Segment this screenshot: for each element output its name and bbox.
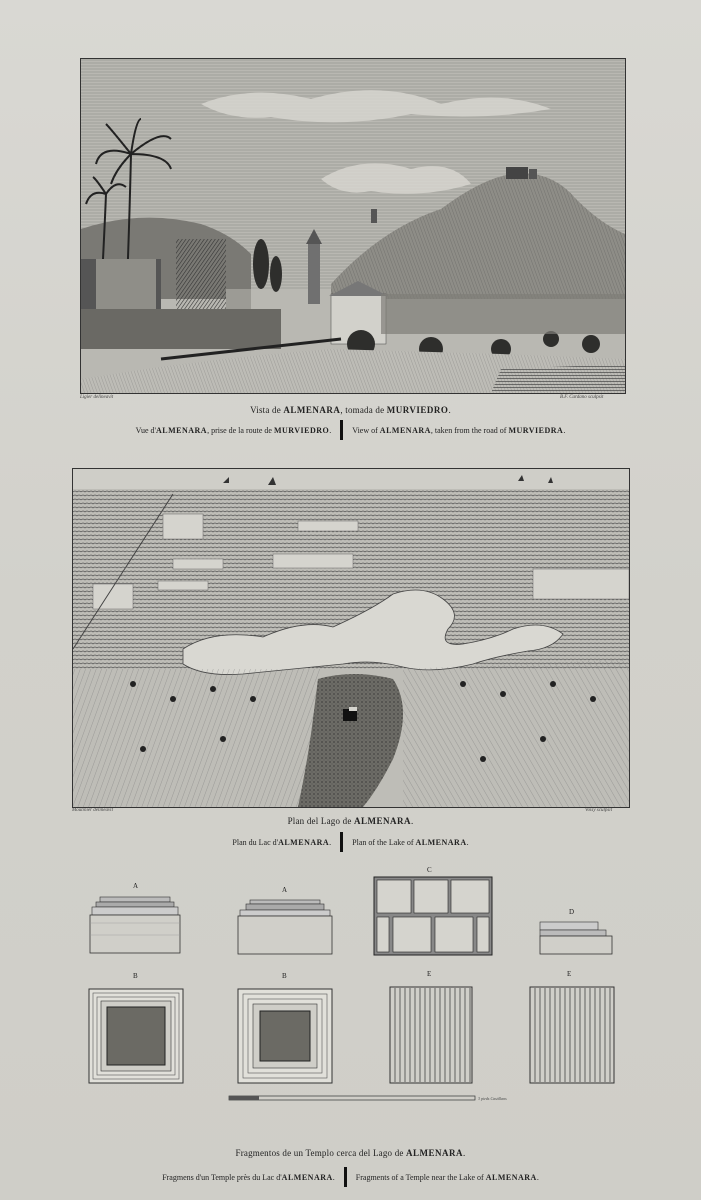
lake-caption-english [352, 838, 468, 847]
place-name: ALMENARA [283, 405, 341, 415]
caption-text: . [332, 1172, 335, 1182]
fragment-d-moulding [538, 920, 614, 956]
place-name: ALMENARA [406, 1148, 464, 1158]
place-name: ALMENARA [281, 1172, 333, 1182]
view-caption-fr-en [0, 420, 701, 440]
place-name: ALMENARA [353, 816, 411, 826]
landscape-illustration [81, 59, 625, 393]
fragment-b2-base-plan [237, 988, 333, 1084]
fragment-label-d: D [569, 908, 575, 916]
lake-plan-illustration [73, 469, 629, 807]
place-name: ALMENARA [415, 837, 467, 847]
caption-text: . [463, 1148, 466, 1158]
caption-text: Plan du Lac d' [232, 837, 279, 847]
lake-caption-fr-en [0, 832, 701, 852]
place-name: ALMENARA [485, 1172, 537, 1182]
caption-text: , prise de la route de [207, 425, 274, 435]
lake-credit-left: Moulinier delineavit [72, 808, 113, 813]
fragment-e1-fluted-column [389, 986, 473, 1084]
caption-text: . [563, 425, 566, 435]
place-name: MURVIEDRO [386, 405, 449, 415]
fragment-label-c: C [427, 866, 432, 874]
caption-separator [340, 420, 343, 440]
caption-text: Plan del Lago de [287, 816, 354, 826]
lake-plan-engraving [72, 468, 630, 808]
caption-text: View of [352, 425, 380, 435]
place-name: ALMENARA [278, 837, 330, 847]
fragment-label-e1: E [427, 970, 432, 978]
lake-caption-french [232, 838, 331, 847]
place-name: ALMENARA [155, 425, 208, 435]
caption-text: . [329, 837, 332, 847]
caption-text: Fragmens d'un Temple près du Lac d' [162, 1172, 282, 1182]
fragments-caption-fr-en [0, 1167, 701, 1187]
place-name: ALMENARA [379, 425, 431, 435]
place-name: MURVIEDRO [273, 425, 330, 435]
view-of-almenara-engraving [80, 58, 626, 394]
fragment-label-b1: B [133, 972, 138, 980]
caption-text: Fragmentos de un Templo cerca del Lago de [235, 1148, 407, 1158]
view-credit-right: B.F. Cardano sculpsit [560, 395, 604, 400]
caption-text: , taken from the road of [430, 425, 509, 435]
view-caption-english [352, 426, 565, 435]
caption-text: Vue d' [135, 425, 156, 435]
fragment-b1-base-plan [88, 988, 184, 1084]
place-name: MURVIEDRA [508, 425, 564, 435]
view-caption-french [136, 426, 332, 435]
scale-bar [228, 1094, 476, 1102]
caption-text: . [448, 405, 451, 415]
caption-text: . [329, 425, 332, 435]
caption-text: , tomada de [340, 405, 387, 415]
scale-label: 3 pieds Castillans [478, 1096, 507, 1101]
caption-separator [340, 832, 343, 852]
lake-caption-spanish [0, 816, 701, 826]
view-caption-spanish [0, 405, 701, 415]
fragment-label-e2: E [567, 970, 572, 978]
fragment-label-b2: B [282, 972, 287, 980]
caption-text: . [536, 1172, 539, 1182]
caption-text: Plan of the Lake of [352, 837, 416, 847]
caption-separator [344, 1167, 347, 1187]
fragment-label-a1: A [133, 882, 139, 890]
caption-text: Vista de [250, 405, 284, 415]
caption-text: Fragments of a Temple near the Lake of [355, 1172, 486, 1182]
fragments-caption-french [162, 1173, 335, 1182]
fragment-c-masonry [373, 876, 493, 956]
caption-text: . [410, 816, 414, 826]
fragments-caption-english [356, 1173, 539, 1182]
caption-text: . [466, 837, 469, 847]
fragment-label-a2: A [282, 886, 288, 894]
fragments-caption-spanish [0, 1148, 701, 1158]
fragment-a1-moulding [88, 895, 182, 955]
lake-credit-right: Voisy sculpsit [585, 808, 613, 813]
view-credit-left: Ligier delineavit [80, 395, 114, 400]
fragment-e2-fluted-column [529, 986, 615, 1084]
fragment-a2-moulding [236, 898, 334, 956]
